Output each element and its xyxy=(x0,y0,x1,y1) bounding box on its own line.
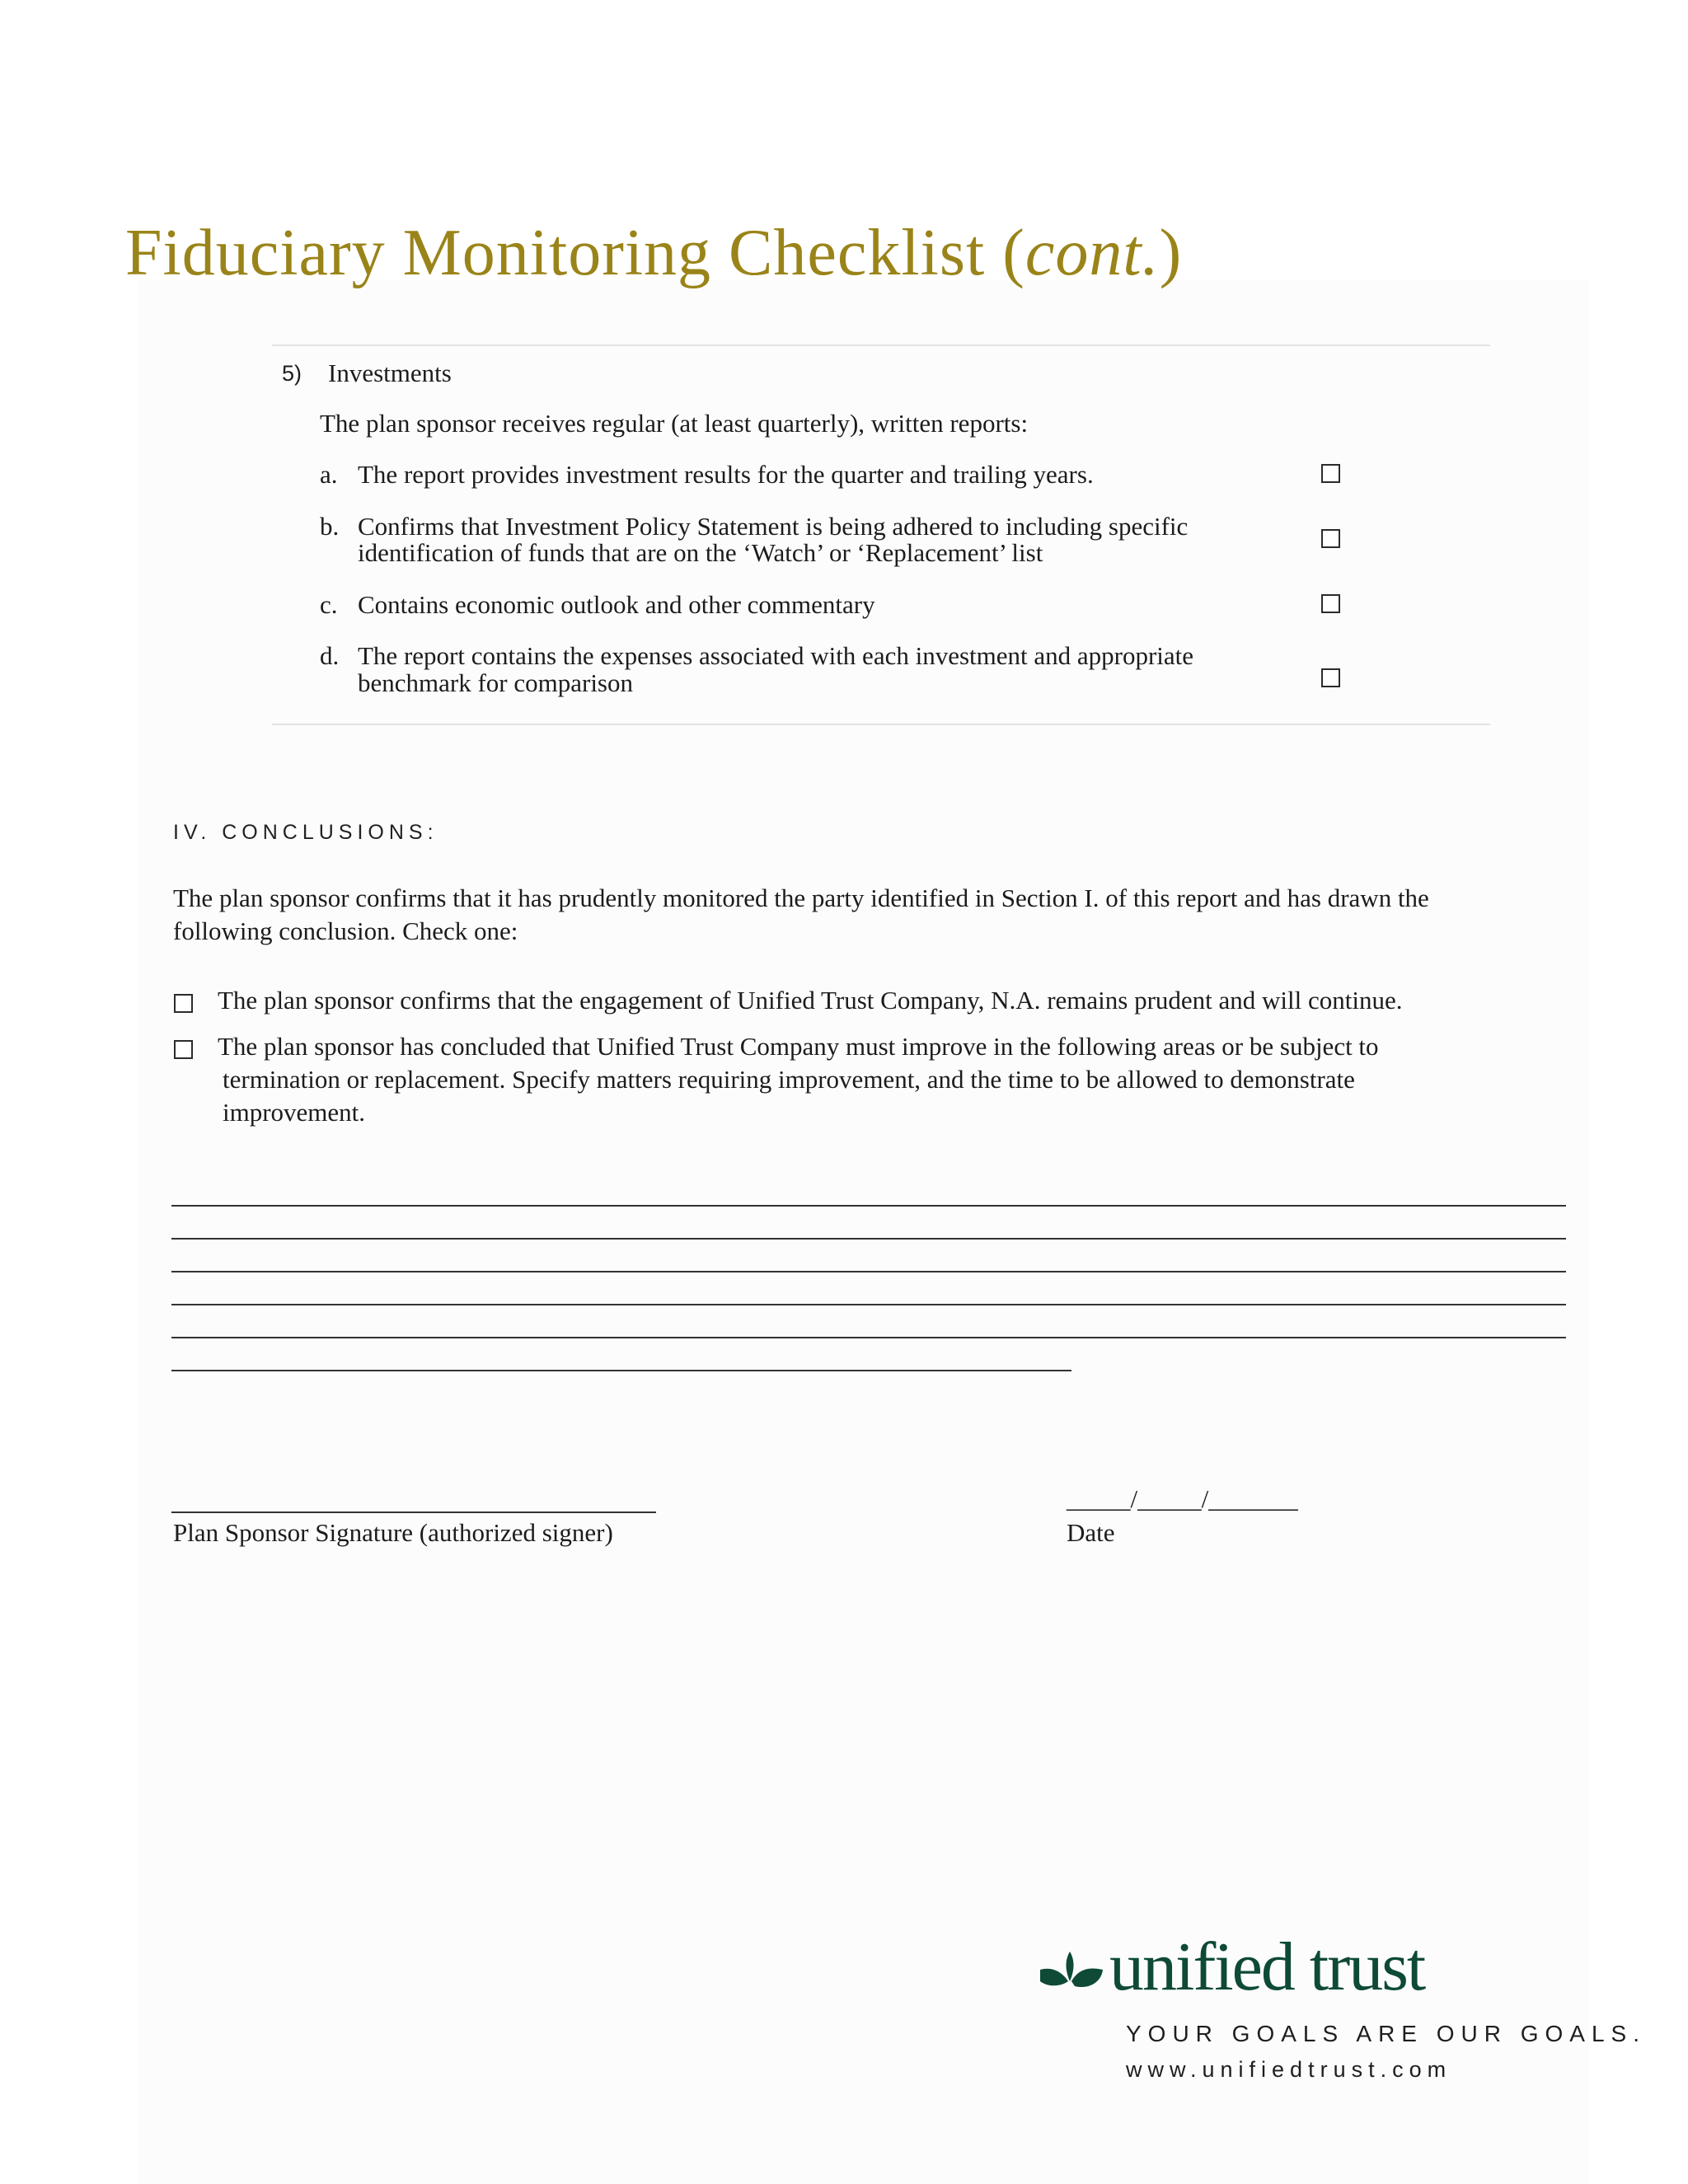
option-continue-checkbox[interactable] xyxy=(174,994,193,1013)
question-heading: Investments xyxy=(328,359,452,387)
signature-label: Plan Sponsor Signature (authorized signer) xyxy=(173,1518,613,1547)
date-field[interactable]: _____/_____/_______ xyxy=(1067,1484,1298,1513)
item-d-text-line2: benchmark for comparison xyxy=(358,668,633,697)
improvement-line-5[interactable] xyxy=(171,1337,1566,1338)
date-label: Date xyxy=(1067,1518,1115,1547)
item-b-letter: b. xyxy=(320,512,340,541)
improvement-line-6[interactable] xyxy=(171,1370,1071,1371)
unified-trust-logo-icon xyxy=(1037,1948,1106,1996)
title-cont: cont. xyxy=(1025,217,1160,289)
item-a-letter: a. xyxy=(320,460,338,489)
question-intro: The plan sponsor receives regular (at least quarterly), written reports: xyxy=(320,409,1029,438)
section-top-divider xyxy=(272,344,1490,346)
item-b-checkbox[interactable] xyxy=(1321,529,1340,548)
signature-line[interactable] xyxy=(171,1511,656,1513)
option-improve-text-line3: improvement. xyxy=(223,1098,366,1127)
brand-website[interactable]: www.unifiedtrust.com xyxy=(1126,2057,1452,2082)
question-number: 5) xyxy=(282,361,302,386)
conclusions-heading: IV. CONCLUSIONS: xyxy=(173,821,438,844)
conclusions-paragraph-line2: following conclusion. Check one: xyxy=(173,916,518,945)
item-d-text-line1: The report contains the expenses associated with each investment and appropriate xyxy=(358,641,1194,670)
item-c-text: Contains economic outlook and other commentary xyxy=(358,590,875,619)
item-c-checkbox[interactable] xyxy=(1321,594,1340,613)
item-c-letter: c. xyxy=(320,590,338,619)
option-improve-text-line1: The plan sponsor has concluded that Unified Trust Company must improve in the following areas or be subject to xyxy=(218,1032,1379,1061)
item-d-letter: d. xyxy=(320,641,340,670)
brand-tagline: YOUR GOALS ARE OUR GOALS. xyxy=(1126,2021,1647,2046)
page-title: Fiduciary Monitoring Checklist (cont.) xyxy=(125,217,1183,289)
item-b-text-line2: identification of funds that are on the ‘Watch’ or ‘Replacement’ list xyxy=(358,538,1043,567)
improvement-line-2[interactable] xyxy=(171,1238,1566,1240)
item-b-text-line1: Confirms that Investment Policy Statement is being adhered to including specific xyxy=(358,512,1189,541)
brand-wordmark: unified trust xyxy=(1109,1929,1425,2005)
conclusions-paragraph-line1: The plan sponsor confirms that it has prudently monitored the party identified in Section I. of this report and has drawn the xyxy=(173,883,1429,912)
improvement-line-1[interactable] xyxy=(171,1205,1566,1207)
item-a-text: The report provides investment results for the quarter and trailing years. xyxy=(358,460,1094,489)
improvement-line-3[interactable] xyxy=(171,1271,1566,1272)
option-continue-text: The plan sponsor confirms that the engagement of Unified Trust Company, N.A. remains prudent and will continue. xyxy=(218,986,1403,1015)
item-a-checkbox[interactable] xyxy=(1321,464,1340,483)
improvement-line-4[interactable] xyxy=(171,1304,1566,1305)
item-d-checkbox[interactable] xyxy=(1321,668,1340,687)
section-bottom-divider xyxy=(272,724,1490,725)
option-improve-text-line2: termination or replacement. Specify matters requiring improvement, and the time to be allowed to demonstrate xyxy=(223,1065,1355,1094)
option-improve-checkbox[interactable] xyxy=(174,1040,193,1059)
